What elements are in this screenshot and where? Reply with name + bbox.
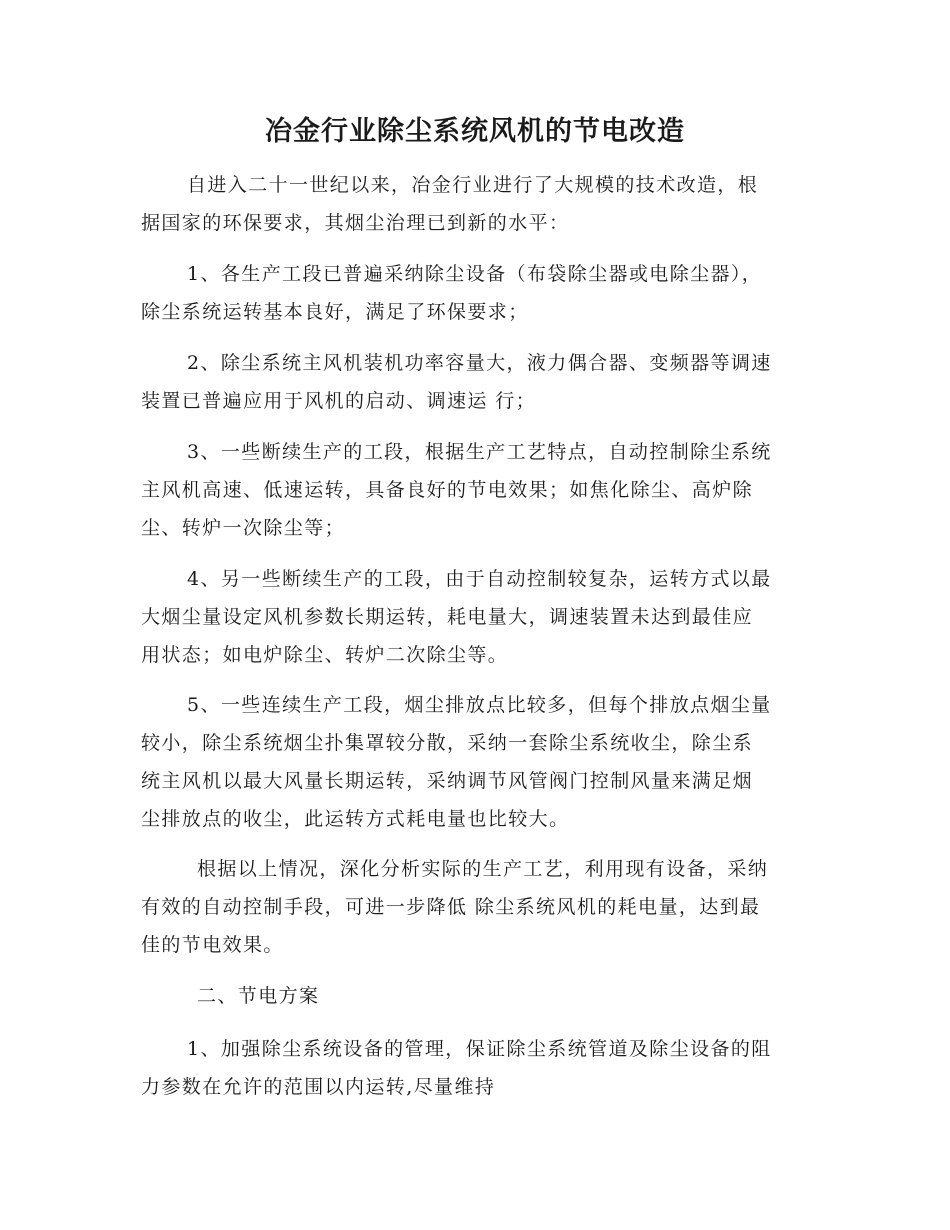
text-line: 尘、转炉一次除尘等；: [141, 517, 346, 539]
section-heading: [141, 977, 805, 1015]
item-3-paragraph: [141, 433, 805, 547]
text-line: 1、各生产工段已普遍采纳除尘设备（布袋除尘器或电除尘器），: [187, 263, 763, 285]
text-line: 大烟尘量设定风机参数长期运转，耗电量大，调速装置未达到最佳应: [141, 606, 754, 628]
text-line: 5、一些连续生产工段，烟尘排放点比较多，但每个排放点烟尘量: [187, 694, 772, 716]
item-4-paragraph: [141, 560, 805, 674]
text-line: 3、一些断续生产的工段，根据生产工艺特点，自动控制除尘系统: [187, 441, 772, 463]
text-line: 力参数在允许的范围以内运转,尽量维持: [141, 1076, 496, 1098]
text-line: 用状态；如电炉除尘、转炉二次除尘等。: [141, 644, 509, 666]
text-line: 4、另一些断续生产的工段，由于自动控制较复杂，运转方式以最: [187, 568, 772, 590]
text-line: 除尘系统运转基本良好，满足了环保要求；: [141, 301, 529, 323]
item-2-paragraph: [141, 344, 805, 420]
item-5-paragraph: [141, 686, 805, 838]
document-title: 冶金行业除尘系统风机的节电改造: [265, 116, 685, 147]
text-line: 自进入二十一世纪以来，冶金行业进行了大规模的技术改造，根: [187, 174, 759, 196]
text-line: 主风机高速、低速运转，具备良好的节电效果；如焦化除尘、高炉除: [141, 479, 754, 501]
text-line: 2、除尘系统主风机装机功率容量大，液力偶合器、变频器等调速: [187, 352, 772, 374]
plan-item-1-paragraph: [141, 1030, 805, 1106]
text-line: 佳的节电效果。: [141, 934, 284, 956]
text-line: 统主风机以最大风量长期运转，采纳调节风管阀门控制风量来满足烟: [141, 770, 754, 792]
text-line: 据国家的环保要求，其烟尘治理已到新的水平：: [141, 212, 570, 234]
text-line: 根据以上情况，深化分析实际的生产工艺，利用现有设备，采纳: [197, 858, 769, 880]
intro-paragraph: [141, 166, 805, 242]
text-line: 二、节电方案: [197, 985, 320, 1007]
item-1-paragraph: [141, 255, 805, 331]
text-line: 尘排放点的收尘，此运转方式耗电量也比较大。: [141, 808, 570, 830]
text-line: 装置已普遍应用于风机的启动、调速运 行；: [141, 390, 537, 412]
text-line: 1、加强除尘系统设备的管理，保证除尘系统管道及除尘设备的阻: [187, 1038, 772, 1060]
text-line: 较小，除尘系统烟尘扑集罩较分散，采纳一套除尘系统收尘，除尘系: [141, 732, 754, 754]
summary-paragraph: [141, 850, 805, 964]
text-line: 有效的自动控制手段，可进一步降低 除尘系统风机的耗电量，达到最: [141, 896, 761, 918]
